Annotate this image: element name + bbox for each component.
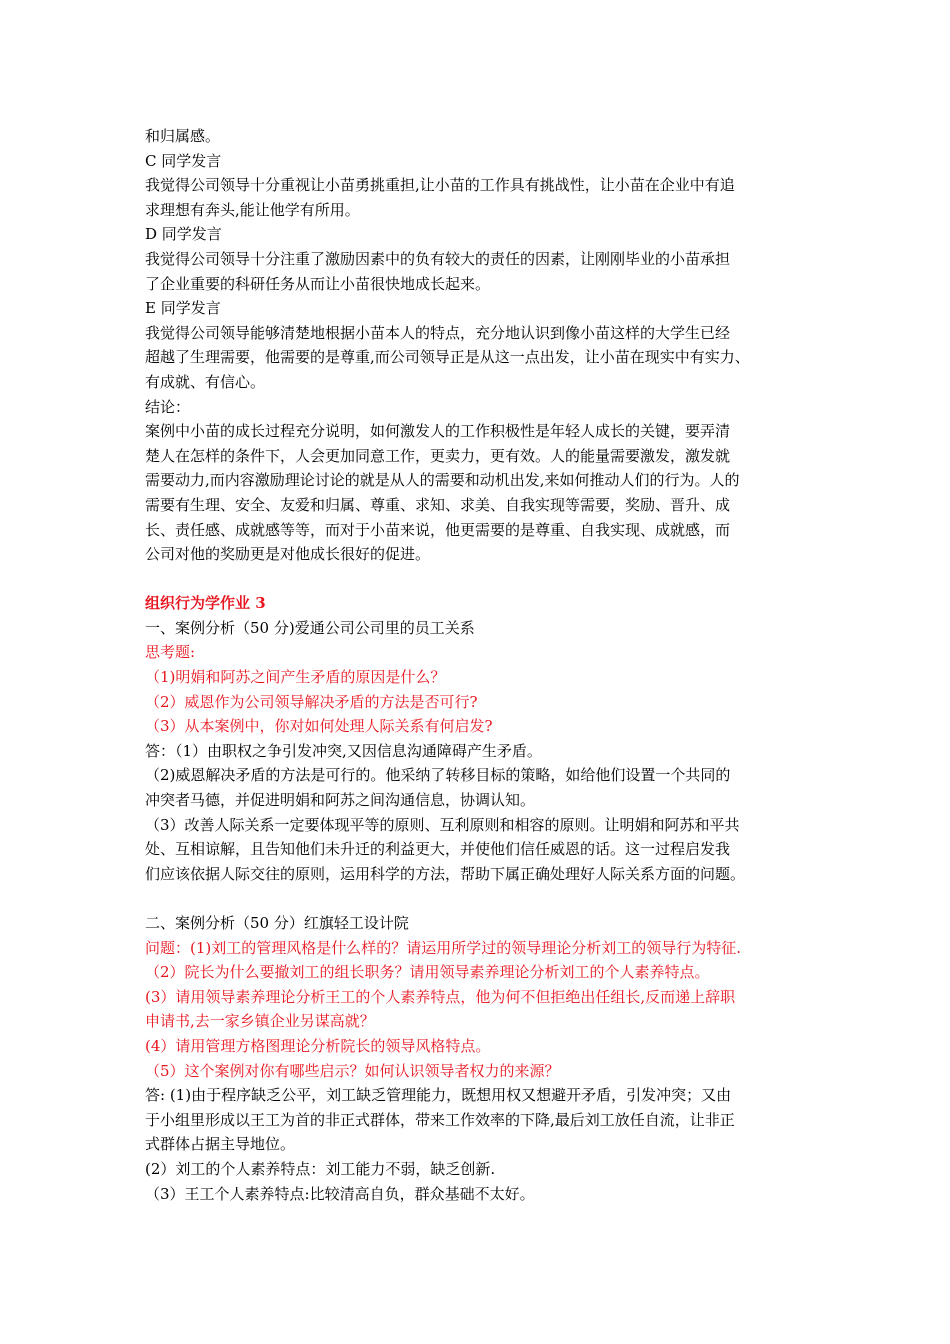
question-item: （2）威恩作为公司领导解决矛盾的方法是否可行? <box>145 692 478 711</box>
question-line: 问题：(1)刘工的管理风格是什么样的？请运用所学过的领导理论分析刘工的领导行为特征. <box>145 938 742 957</box>
question-line: (4）请用管理方格图理论分析院长的领导风格特点。 <box>145 1036 491 1055</box>
spacer <box>145 567 813 592</box>
question-item: （3）从本案例中，你对如何处理人际关系有何启发? <box>145 717 493 736</box>
homework-3-section <box>145 591 813 1206</box>
speaker-label: C 同学发言 <box>145 151 222 170</box>
answer-line: （3）改善人际关系一定要体现平等的原则、互利原则和相容的原则。让明娟和阿苏和平共 <box>145 815 740 834</box>
text-line: 我觉得公司领导能够清楚地根据小苗本人的特点，充分地认识到像小苗这样的大学生已经 <box>145 323 731 342</box>
conclusion-label: 结论： <box>145 397 191 416</box>
previous-section <box>145 124 813 567</box>
spacer <box>145 886 813 911</box>
question-item: （1)明娟和阿苏之间产生矛盾的原因是什么？ <box>145 668 446 687</box>
questions-label: 思考题: <box>145 643 196 662</box>
case2-heading: 二、案例分析（50 分）红旗轻工设计院 <box>145 914 409 932</box>
text-line: 了企业重要的科研任务从而让小苗很快地成长起来。 <box>145 274 491 293</box>
case1-heading: 一、案例分析（50 分)爱通公司公司里的员工关系 <box>145 618 475 637</box>
section-title: 组织行为学作业 3 <box>145 594 266 613</box>
answer-line: 处、互相谅解，且告知他们未升迁的利益更大，并使他们信任威恩的话。这一过程启发我 <box>145 840 731 859</box>
question-line: （2）院长为什么要撤刘工的组长职务？请用领导素养理论分析刘工的个人素养特点。 <box>145 963 710 982</box>
answer-line: 们应该依据人际交往的原则，运用科学的方法，帮助下属正确处理好人际关系方面的问题。 <box>145 864 746 883</box>
text-line: 需要动力,而内容激励理论讨论的就是从人的需要和动机出发,来如何推动人们的行为。人的 <box>145 471 740 490</box>
answer-line: 答：（1）由职权之争引发冲突,又因信息沟通障碍产生矛盾。 <box>145 741 542 760</box>
answer-line: 式群体占据主导地位。 <box>145 1135 296 1154</box>
text-line: 超越了生理需要，他需要的是尊重,而公司领导正是从这一点出发，让小苗在现实中有实力、 <box>145 348 750 367</box>
text-line: 和归属感。 <box>145 127 221 145</box>
answer-line: （2)威恩解决矛盾的方法是可行的。他采纳了转移目标的策略，如给他们设置一个共同的 <box>145 766 731 785</box>
answer-line: 于小组里形成以王工为首的非正式群体，带来工作效率的下降,最后刘工放任自流，让非正 <box>145 1110 735 1129</box>
text-line: 需要有生理、安全、友爱和归属、尊重、求知、求美、自我实现等需要，奖励、晋升、成 <box>145 495 731 514</box>
document-page <box>145 124 813 1206</box>
text-line: 有成就、有信心。 <box>145 372 266 391</box>
speaker-label: E 同学发言 <box>145 299 221 318</box>
text-line: 我觉得公司领导十分注重了激励因素中的负有较大的责任的因素，让刚刚毕业的小苗承担 <box>145 249 731 268</box>
text-line: 我觉得公司领导十分重视让小苗勇挑重担,让小苗的工作具有挑战性，让小苗在企业中有追 <box>145 176 735 195</box>
text-line: 楚人在怎样的条件下，人会更加同意工作，更卖力，更有效。人的能量需要激发，激发就 <box>145 446 731 465</box>
text-line: 长、责任感、成就感等等，而对于小苗来说，他更需要的是尊重、自我实现、成就感，而 <box>145 520 731 539</box>
question-line: 申请书,去一家乡镇企业另谋高就？ <box>145 1012 375 1031</box>
answer-line: 冲突者马德，并促进明娟和阿苏之间沟通信息，协调认知。 <box>145 791 536 810</box>
text-line: 求理想有奔头,能让他学有所用。 <box>145 200 360 219</box>
question-line: (3）请用领导素养理论分析王工的个人素养特点，他为何不但拒绝出任组长,反而递上辞职 <box>145 987 736 1006</box>
speaker-label: D 同学发言 <box>145 225 222 244</box>
question-line: （5）这个案例对你有哪些启示？如何认识领导者权力的来源？ <box>145 1061 560 1080</box>
text-line: 案例中小苗的成长过程充分说明，如何激发人的工作积极性是年轻人成长的关键，要弄清 <box>145 422 731 441</box>
text-line: 公司对他的奖励更是对他成长很好的促进。 <box>145 545 431 564</box>
answer-line: (2）刘工的个人素养特点：刘工能力不弱，缺乏创新. <box>145 1159 496 1178</box>
answer-line: （3）王工个人素养特点:比较清高自负，群众基础不太好。 <box>145 1184 535 1203</box>
answer-line: 答: (1)由于程序缺乏公平，刘工缺乏管理能力，既想用权又想避开矛盾，引发冲突；又由 <box>145 1086 732 1105</box>
